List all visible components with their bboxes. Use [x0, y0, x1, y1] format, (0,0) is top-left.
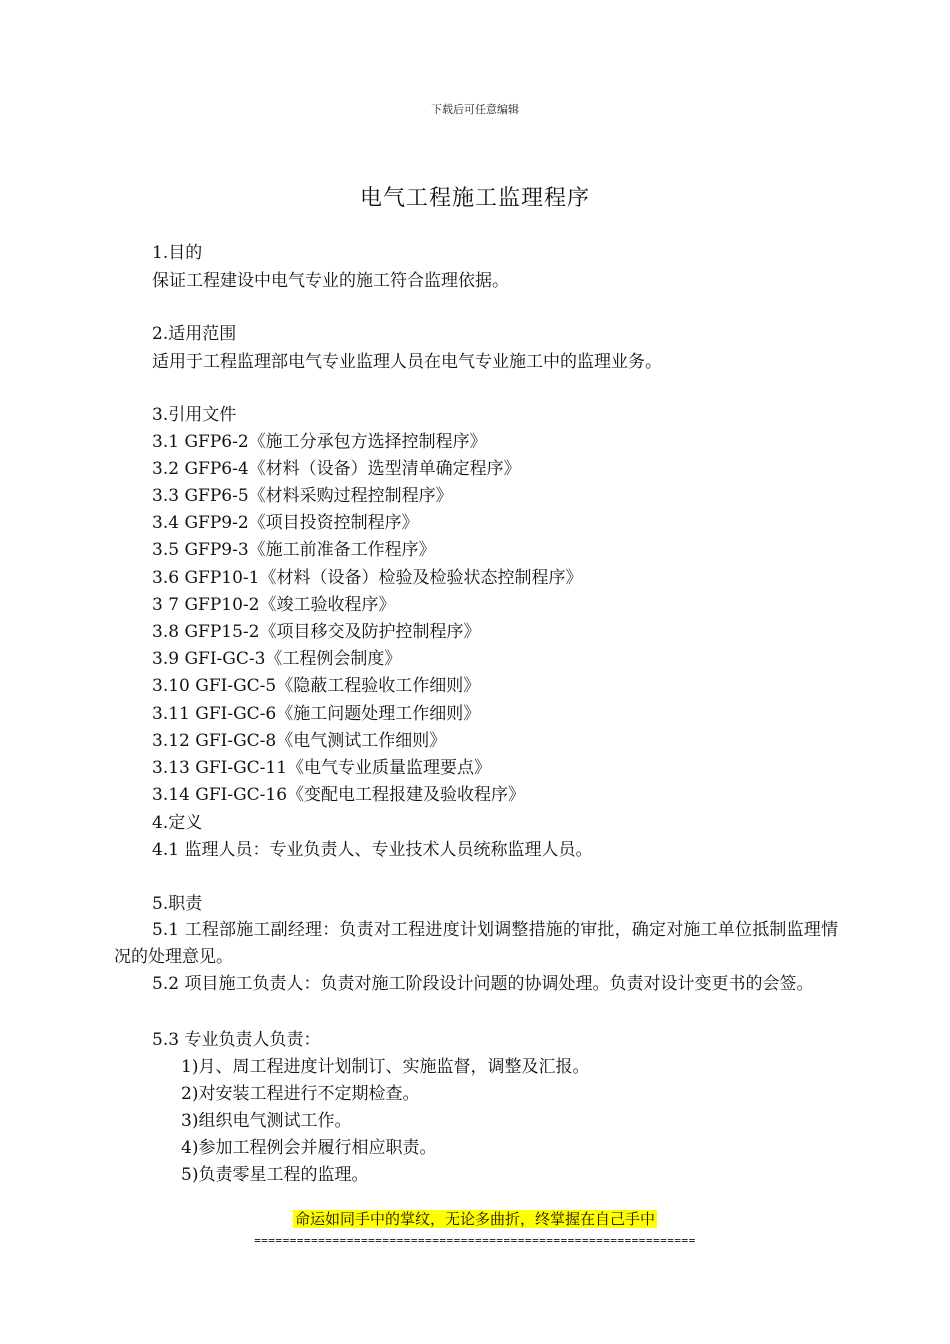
- reference-item: 3.1 GFP6-2《施工分承包方选择控制程序》: [152, 432, 487, 452]
- responsibility-paragraph: 5.3 专业负责人负责：: [152, 1030, 321, 1050]
- section-4-heading: 4.定义: [152, 813, 203, 833]
- reference-item: 3.3 GFP6-5《材料采购过程控制程序》: [152, 486, 453, 506]
- duty-item: 1)月、周工程进度计划制订、实施监督，调整及汇报。: [181, 1057, 590, 1077]
- reference-item: 3.2 GFP6-4《材料（设备）选型清单确定程序》: [152, 459, 521, 479]
- reference-item: 3 7 GFP10-2《竣工验收程序》: [152, 595, 396, 615]
- header-note: 下载后可任意编辑: [431, 103, 519, 116]
- reference-item: 3.5 GFP9-3《施工前准备工作程序》: [152, 540, 436, 560]
- reference-item: 3.11 GFI-GC-6《施工问题处理工作细则》: [152, 704, 481, 724]
- document-title: 电气工程施工监理程序: [359, 186, 590, 211]
- section-2-heading: 2.适用范围: [152, 324, 237, 344]
- section-4-text: 4.1 监理人员：专业负责人、专业技术人员统称监理人员。: [152, 840, 593, 860]
- duty-item: 4)参加工程例会并履行相应职责。: [181, 1138, 437, 1158]
- footer-slogan: [0, 1208, 950, 1229]
- reference-item: 3.14 GFI-GC-16《变配电工程报建及验收程序》: [152, 785, 526, 805]
- section-3-heading: 3.引用文件: [152, 405, 237, 425]
- reference-item: 3.4 GFP9-2《项目投资控制程序》: [152, 513, 419, 533]
- reference-item: 3.6 GFP10-1《材料（设备）检验及检验状态控制程序》: [152, 568, 583, 588]
- footer-slogan-text: 命运如同手中的掌纹，无论多曲折，终掌握在自己手中: [294, 1210, 655, 1228]
- reference-item: 3.10 GFI-GC-5《隐蔽工程验收工作细则》: [152, 676, 481, 696]
- section-1-heading: 1.目的: [152, 243, 203, 263]
- footer-divider: ==============================================================: [254, 1234, 696, 1247]
- reference-item: 3.13 GFI-GC-11《电气专业质量监理要点》: [152, 758, 492, 778]
- reference-item: 3.9 GFI-GC-3《工程例会制度》: [152, 649, 402, 669]
- section-2-text: 适用于工程监理部电气专业监理人员在电气专业施工中的监理业务。: [152, 352, 662, 372]
- section-1-text: 保证工程建设中电气专业的施工符合监理依据。: [152, 271, 509, 291]
- duty-item: 5)负责零星工程的监理。: [181, 1165, 369, 1185]
- responsibility-paragraph: 5.2 项目施工负责人：负责对施工阶段设计问题的协调处理。负责对设计变更书的会签。: [152, 974, 814, 994]
- duty-item: 2)对安装工程进行不定期检查。: [181, 1084, 420, 1104]
- reference-item: 3.8 GFP15-2《项目移交及防护控制程序》: [152, 622, 481, 642]
- duty-item: 3)组织电气测试工作。: [181, 1111, 352, 1131]
- section-5-heading: 5.职责: [152, 894, 203, 914]
- reference-item: 3.12 GFI-GC-8《电气测试工作细则》: [152, 731, 447, 751]
- responsibility-paragraph: 5.1 工程部施工副经理：负责对工程进度计划调整措施的审批，确定对施工单位抵制监理情况的处理意见。: [114, 920, 838, 967]
